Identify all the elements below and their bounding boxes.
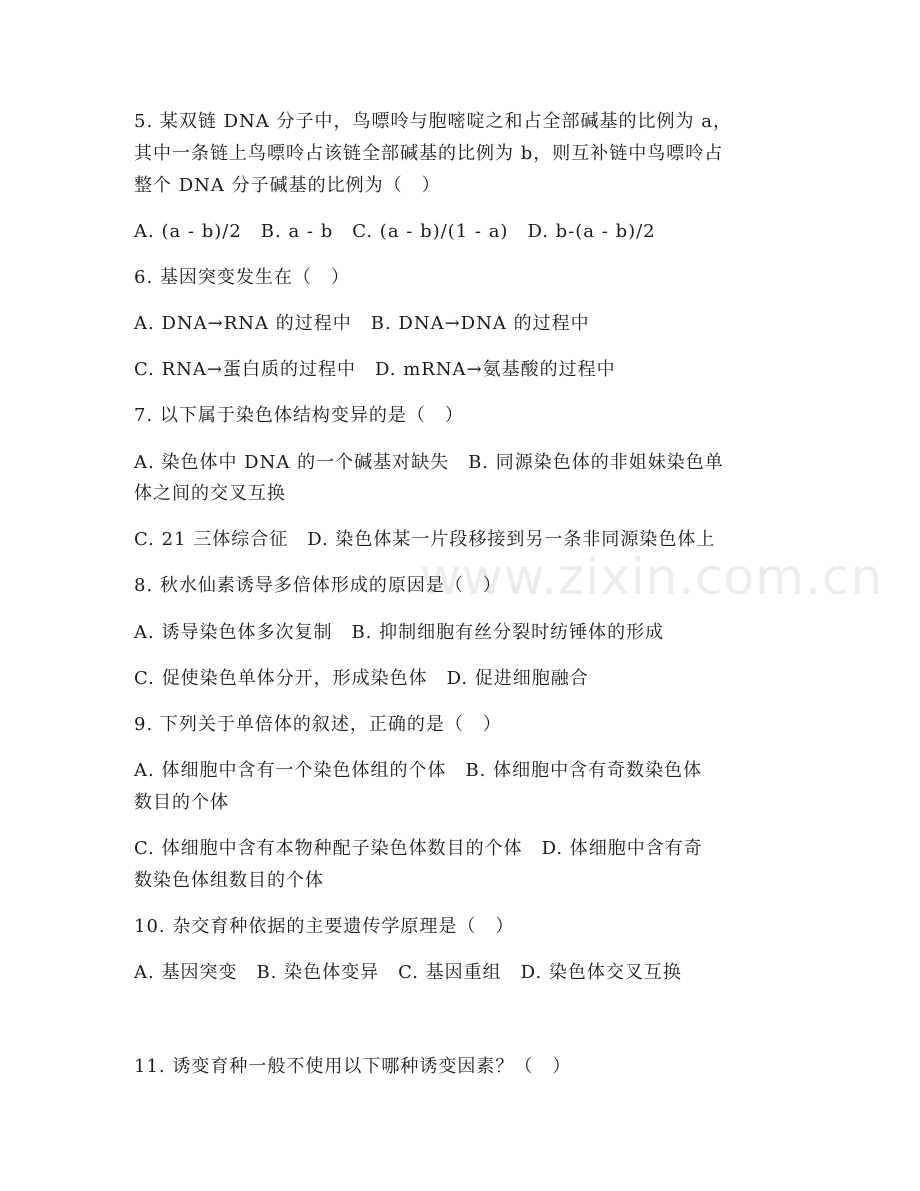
question-9-stem: 9. 下列关于单倍体的叙述，正确的是（ ）: [134, 714, 502, 735]
question-7-options-cd: C. 21 三体综合征 D. 染色体某一片段移接到另一条非同源染色体上: [134, 529, 716, 550]
watermark: www.zixin.com.cn: [420, 548, 884, 606]
question-6-options-cd: C. RNA→蛋白质的过程中 D. mRNA→氨基酸的过程中: [134, 359, 616, 380]
question-8-options-cd: C. 促使染色单体分开，形成染色体 D. 促进细胞融合: [134, 668, 589, 689]
question-5-stem-line-3: 整个 DNA 分子碱基的比例为（ ）: [134, 175, 441, 196]
question-5-options: A. (a - b)/2 B. a - b C. (a - b)/(1 - a) D. b-(a - b)/2: [134, 221, 656, 242]
question-10-options: A. 基因突变 B. 染色体变异 C. 基因重组 D. 染色体交叉互换: [134, 962, 682, 983]
question-8-options-ab: A. 诱导染色体多次复制 B. 抑制细胞有丝分裂时纺锤体的形成: [134, 622, 665, 643]
question-9-options-line-4: 数染色体组数目的个体: [134, 870, 324, 891]
question-7-options-line-1: A. 染色体中 DNA 的一个碱基对缺失 B. 同源染色体的非姐妹染色单: [134, 452, 724, 473]
question-7-stem: 7. 以下属于染色体结构变异的是（ ）: [134, 405, 464, 426]
question-10-stem: 10. 杂交育种依据的主要遗传学原理是（ ）: [134, 916, 515, 937]
question-9-options-line-2: 数目的个体: [134, 792, 229, 813]
question-6-options-ab: A. DNA→RNA 的过程中 B. DNA→DNA 的过程中: [134, 313, 590, 334]
question-7-options-line-2: 体之间的交叉互换: [134, 483, 286, 504]
question-8-stem: 8. 秋水仙素诱导多倍体形成的原因是（ ）: [134, 575, 502, 596]
question-9-options-line-3: C. 体细胞中含有本物种配子染色体数目的个体 D. 体细胞中含有奇: [134, 838, 703, 859]
question-9-options-line-1: A. 体细胞中含有一个染色体组的个体 B. 体细胞中含有奇数染色体: [134, 760, 703, 781]
question-5-stem-line-2: 其中一条链上鸟嘌呤占该链全部碱基的比例为 b，则互补链中鸟嘌呤占: [134, 143, 724, 164]
question-5-stem-line-1: 5. 某双链 DNA 分子中，鸟嘌呤与胞嘧啶之和占全部碱基的比例为 a，: [134, 111, 732, 132]
question-6-stem: 6. 基因突变发生在（ ）: [134, 267, 350, 288]
question-11-stem: 11. 诱变育种一般不使用以下哪种诱变因素？（ ）: [134, 1056, 572, 1077]
